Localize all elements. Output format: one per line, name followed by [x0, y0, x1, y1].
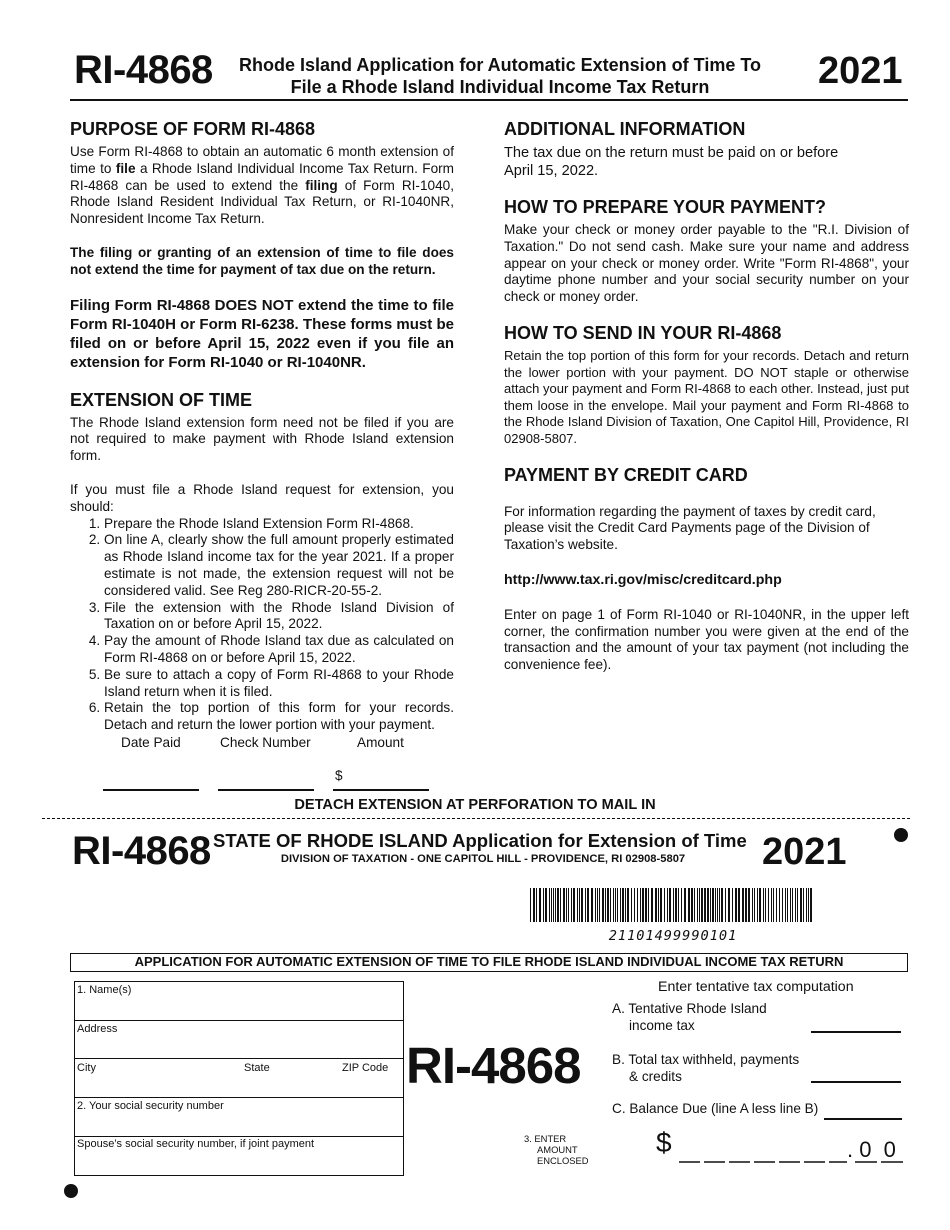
send-text: Retain the top portion of this form for your records. Detach and return the lower portion with your payment. DO NOT staple or otherwise attach your payment and Form RI-4868 to each other. Instead, just put them loose in the envelope. Mail your payment and Form RI-4868 to the Rhode Island Division of Taxation, One Capitol Hill, Providence, RI 02908-5807. — [504, 347, 909, 446]
line-b-label: B. Total tax withheld, payments & credits — [612, 1052, 800, 1084]
prepare-heading: HOW TO PREPARE YOUR PAYMENT? — [504, 197, 827, 217]
amount-dollar-sign: $ — [335, 768, 343, 783]
date-paid-line[interactable] — [103, 789, 199, 791]
voucher-banner-text: APPLICATION FOR AUTOMATIC EXTENSION OF TIME TO FILE RHODE ISLAND INDIVIDUAL INCOME TAX RETURN — [134, 954, 844, 969]
field-divider — [74, 1136, 404, 1137]
right-column — [504, 118, 909, 674]
form-title-line2: File a Rhode Island Individual Income Tax Return — [290, 77, 710, 97]
purpose-text: Use Form RI-4868 to obtain an automatic 6 month extension of time to file a Rhode Island Individual Income Tax Return. Form RI-4868 can be used to extend the filing of Form RI-1040, Rhode Island Resident Individual Tax Return, or RI-1040NR, Nonresident Income Tax Return. — [70, 144, 454, 227]
amount-label: Amount — [357, 735, 404, 750]
line-a-label: A. Tentative Rhode Island income tax — [612, 1001, 767, 1033]
must-file-text: If you must file a Rhode Island request for extension, you should: — [70, 481, 454, 514]
list-item: 3. File the extension with the Rhode Island Division of Taxation on or before April 15, 2022. — [104, 600, 454, 634]
additional-heading: ADDITIONAL INFORMATION — [504, 119, 746, 139]
big-note: Filing Form RI-4868 DOES NOT extend the time to file Form RI-1040H or Form RI-6238. These forms must be filed on or before April 15, 2022 even if you file an extension for Form RI-1040 or RI-1040NR. — [70, 296, 454, 371]
ssn-field[interactable]: 2. Your social security number — [77, 1100, 224, 1112]
voucher-title: STATE OF RHODE ISLAND Application for Extension of Time — [213, 830, 747, 851]
field-divider — [74, 1097, 404, 1098]
extension-text: The Rhode Island extension form need not be filed if you are not required to make payment with Rhode Island extension form. — [70, 414, 454, 464]
enclosed-cents: . 0 0 — [847, 1137, 896, 1162]
left-column — [70, 118, 454, 734]
prepare-text: Make your check or money order payable to the "R.I. Division of Taxation." Do not send cash. Make sure your name and address appear on your check or money order. Write "Form RI-4868", your daytime phone number and your social security number on your check or money order. — [504, 222, 909, 305]
voucher-form-number: RI-4868 — [72, 829, 211, 873]
steps-list — [70, 516, 454, 734]
list-item: 6. Retain the top portion of this form for your records. Detach and return the lower portion with your payment. — [104, 700, 454, 734]
voucher-subtitle: DIVISION OF TAXATION - ONE CAPITOL HILL - PROVIDENCE, RI 02908-5807 — [280, 853, 686, 865]
credit-text: For information regarding the payment of taxes by credit card, please visit the Credit Card Payments page of the Division of Taxation’s website. — [504, 503, 876, 553]
enclosed-dollar-sign: $ — [656, 1127, 672, 1158]
list-item: 1. Prepare the Rhode Island Extension Form RI-4868. — [104, 516, 454, 533]
registration-dot-top — [894, 828, 908, 842]
city-field[interactable]: City — [77, 1062, 96, 1074]
line-c-input[interactable] — [824, 1118, 902, 1120]
form-title — [210, 54, 790, 98]
bold-note: The filing or granting of an extension of time to file does not extend the time for payment of tax due on the return. — [70, 244, 454, 277]
spouse-ssn-field[interactable]: Spouse’s social security number, if joint payment — [77, 1138, 315, 1150]
send-heading: HOW TO SEND IN YOUR RI-4868 — [504, 322, 782, 343]
line-a-input[interactable] — [811, 1031, 901, 1033]
list-item: 5. Be sure to attach a copy of Form RI-4868 to your Rhode Island return when it is filed. — [104, 667, 454, 701]
registration-dot-bottom — [64, 1184, 78, 1198]
credit-heading: PAYMENT BY CREDIT CARD — [504, 464, 748, 485]
amount-line[interactable] — [333, 789, 429, 791]
credit-url[interactable]: http://www.tax.ri.gov/misc/creditcard.php — [504, 571, 782, 588]
detach-instruction: DETACH EXTENSION AT PERFORATION TO MAIL IN — [294, 797, 656, 813]
address-field[interactable]: Address — [77, 1023, 118, 1035]
enter-text: Enter on page 1 of Form RI-1040 or RI-1040NR, in the upper left corner, the confirmation number you were given at the end of the transaction and the amount of your tax payment (not including the convenience fee). — [504, 606, 909, 673]
names-field[interactable]: 1. Name(s) — [77, 984, 132, 996]
perforation-line — [42, 818, 910, 819]
voucher-big-form-number: RI-4868 — [406, 1037, 581, 1094]
list-item: 4. Pay the amount of Rhode Island tax due as calculated on Form RI-4868 on or before April 15, 2022. — [104, 633, 454, 667]
purpose-heading: PURPOSE OF FORM RI-4868 — [70, 119, 316, 139]
list-item: 2. On line A, clearly show the full amount properly estimated as Rhode Island income tax for the year 2021. If a proper estimate is not made, the extension request will not be considered valid. See Reg 280-RICR-20-55-2. — [104, 532, 454, 599]
header-rule — [70, 99, 908, 101]
zip-field[interactable]: ZIP Code — [342, 1062, 389, 1074]
field-divider — [74, 1020, 404, 1021]
voucher-year: 2021 — [762, 831, 847, 873]
field-divider — [74, 1058, 404, 1059]
check-number-line[interactable] — [218, 789, 314, 791]
line-c-label: C. Balance Due (line A less line B) — [612, 1101, 819, 1116]
extension-heading: EXTENSION OF TIME — [70, 389, 253, 410]
check-number-label: Check Number — [220, 735, 311, 750]
form-title-line1: Rhode Island Application for Automatic Extension of Time To — [238, 55, 762, 75]
barcode — [530, 888, 816, 922]
form-number: RI-4868 — [74, 48, 213, 92]
barcode-number: 21101499990101 — [608, 928, 738, 944]
state-field[interactable]: State — [244, 1062, 270, 1074]
date-paid-label: Date Paid — [121, 735, 181, 750]
line-b-input[interactable] — [811, 1081, 901, 1083]
additional-text: The tax due on the return must be paid on or before April 15, 2022. — [504, 145, 839, 179]
computation-heading: Enter tentative tax computation — [658, 979, 854, 995]
enter-amount-label: 3. ENTER AMOUNT ENCLOSED — [524, 1133, 589, 1166]
form-year: 2021 — [818, 50, 903, 92]
